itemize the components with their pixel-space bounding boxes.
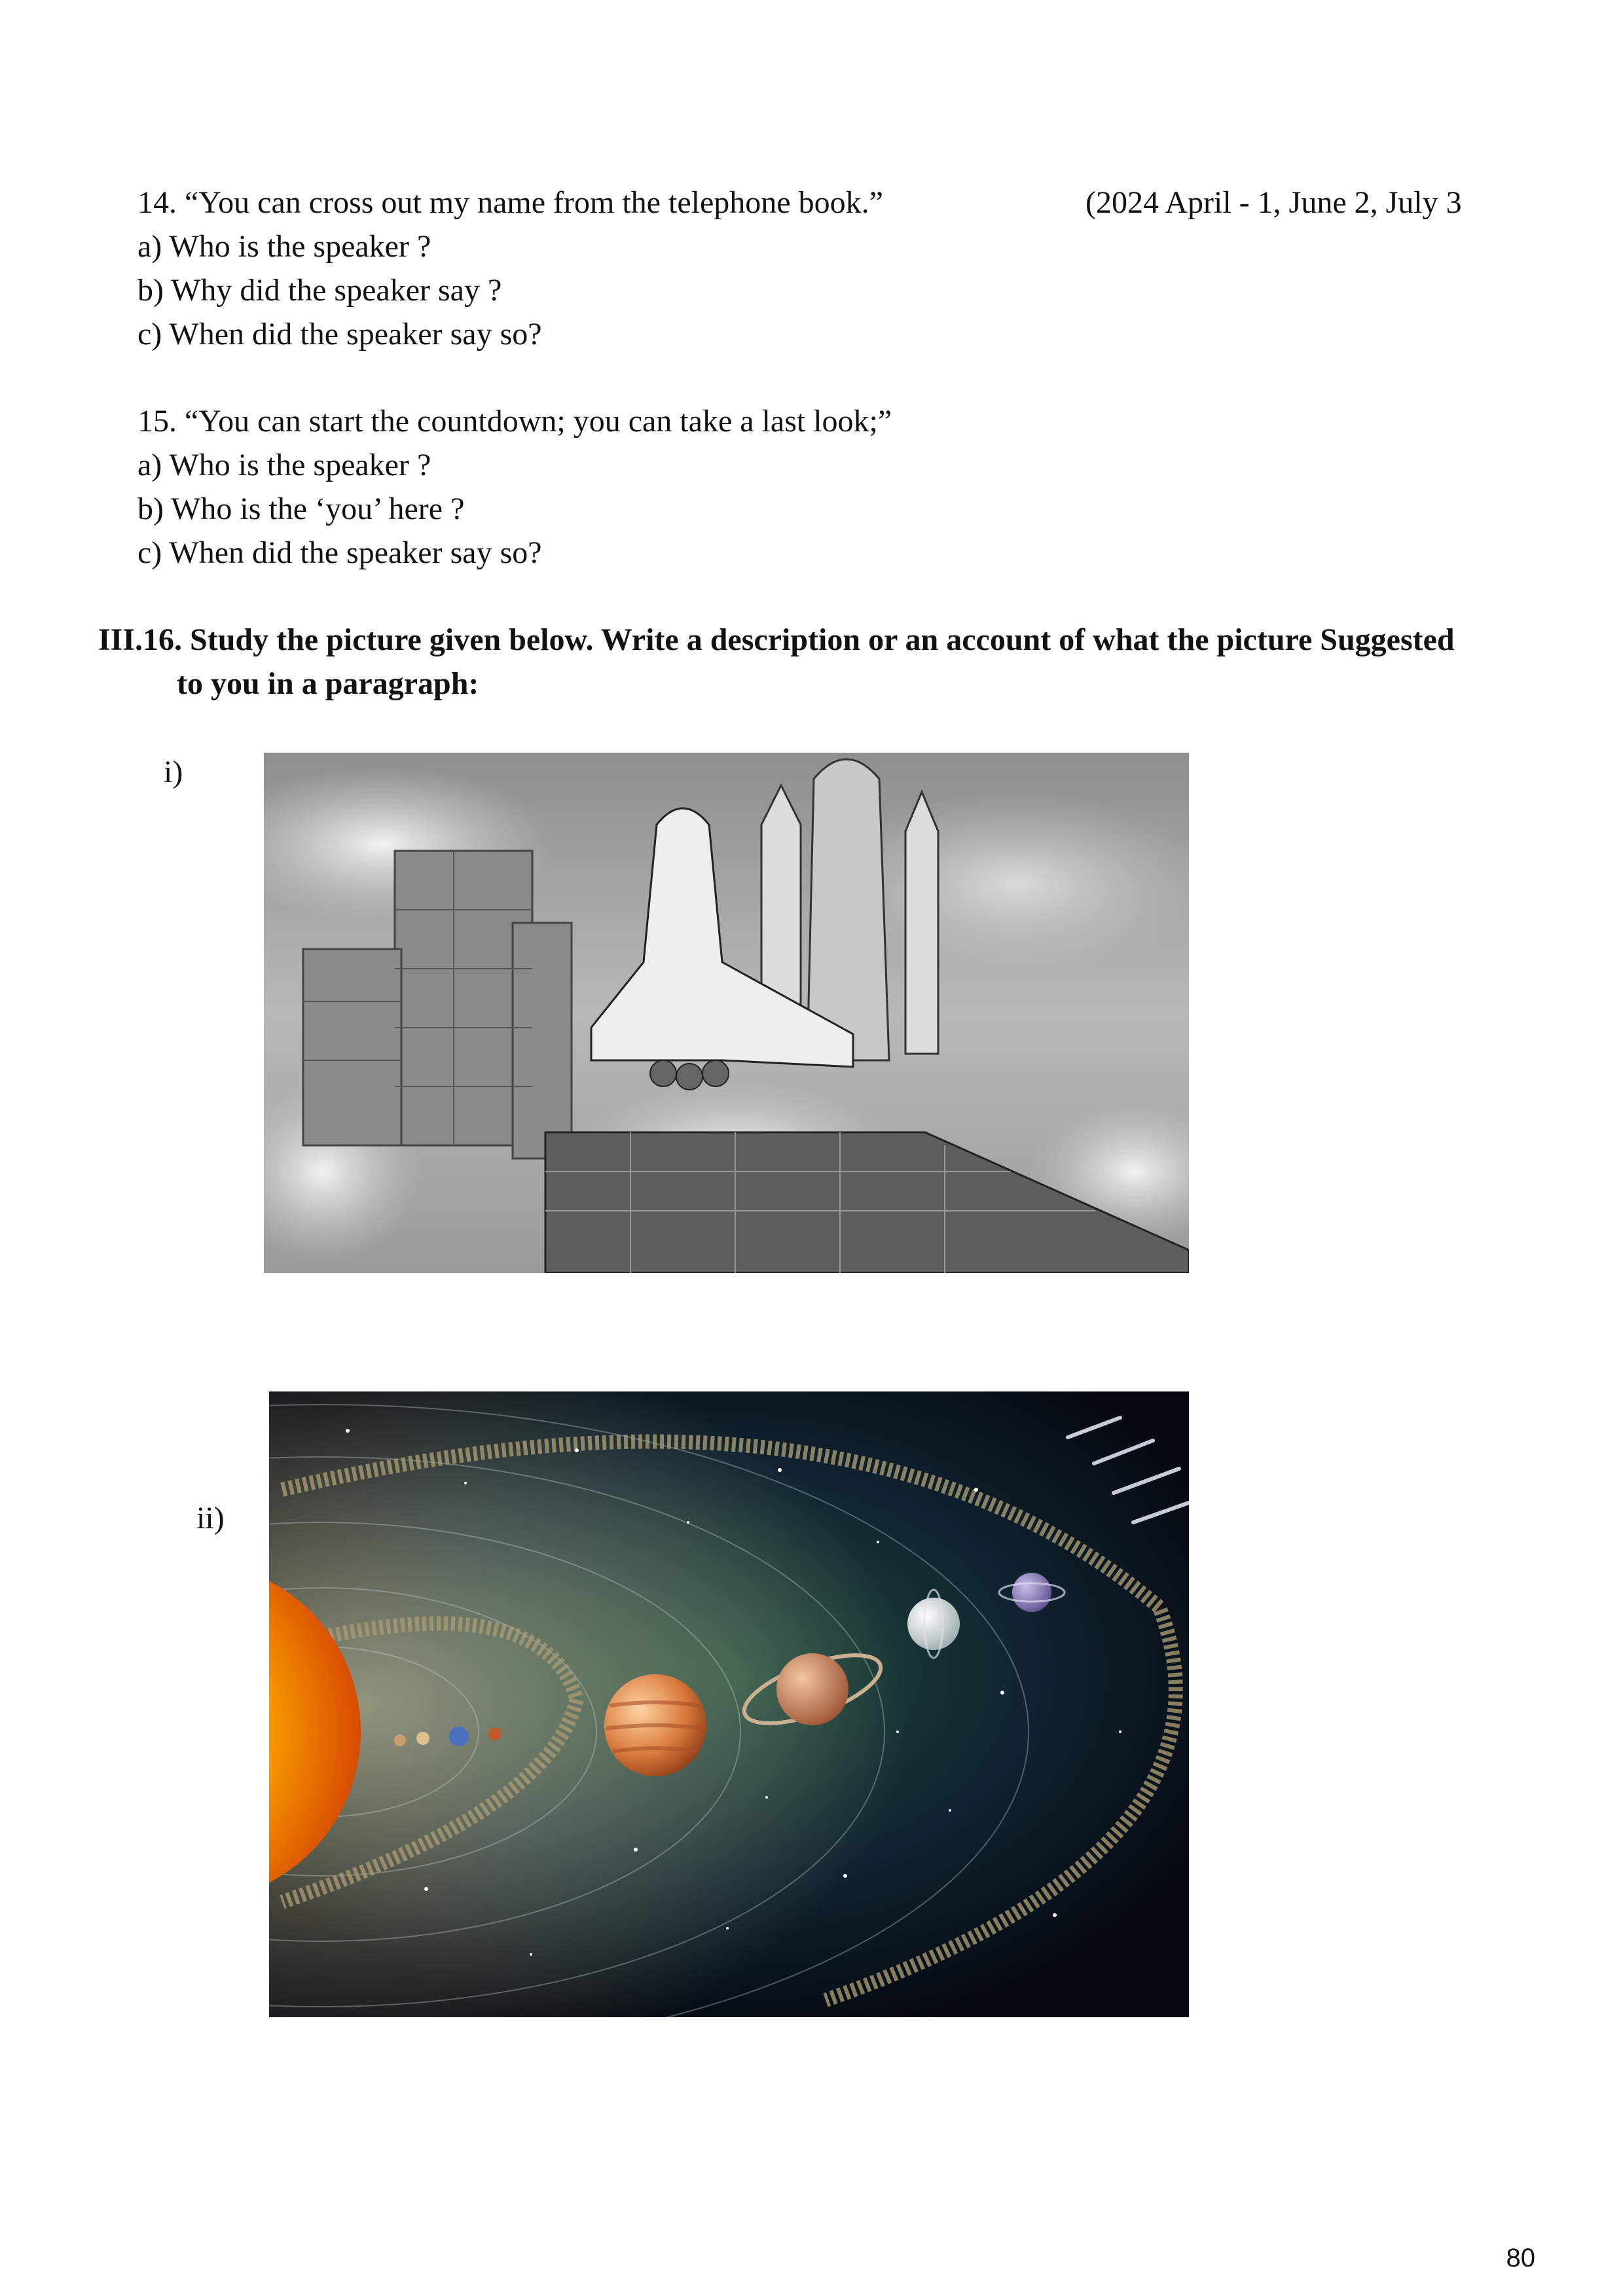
q15-quote: 15. “You can start the countdown; you can take a last look;” xyxy=(137,404,892,439)
q15-option-c: c) When did the speaker say so? xyxy=(137,535,542,570)
q14-quote: 14. “You can cross out my name from the telephone book.” xyxy=(137,185,883,220)
solar-system-image xyxy=(269,1391,1189,2017)
q15-option-a: a) Who is the speaker ? xyxy=(137,448,431,482)
section-heading: III.16. Study the picture given below. Write a description or an account of what the picture Suggested xyxy=(98,622,1455,657)
space-shuttle-launch-sketch-icon xyxy=(264,753,1189,1273)
q14-option-b: b) Why did the speaker say ? xyxy=(137,273,502,308)
picture-label-ii: ii) xyxy=(196,1501,225,1535)
space-shuttle-launch-image xyxy=(264,753,1189,1273)
q14-option-a: a) Who is the speaker ? xyxy=(137,229,431,264)
picture-label-i: i) xyxy=(164,755,183,789)
section-heading-continued: to you in a paragraph: xyxy=(177,666,479,701)
solar-system-illustration-icon xyxy=(269,1391,1189,2017)
q15-option-b: b) Who is the ‘you’ here ? xyxy=(137,492,465,526)
q14-reference: (2024 April - 1, June 2, July 3 xyxy=(1085,185,1462,220)
q14-option-c: c) When did the speaker say so? xyxy=(137,317,542,351)
page-number: 80 xyxy=(1506,2244,1535,2272)
